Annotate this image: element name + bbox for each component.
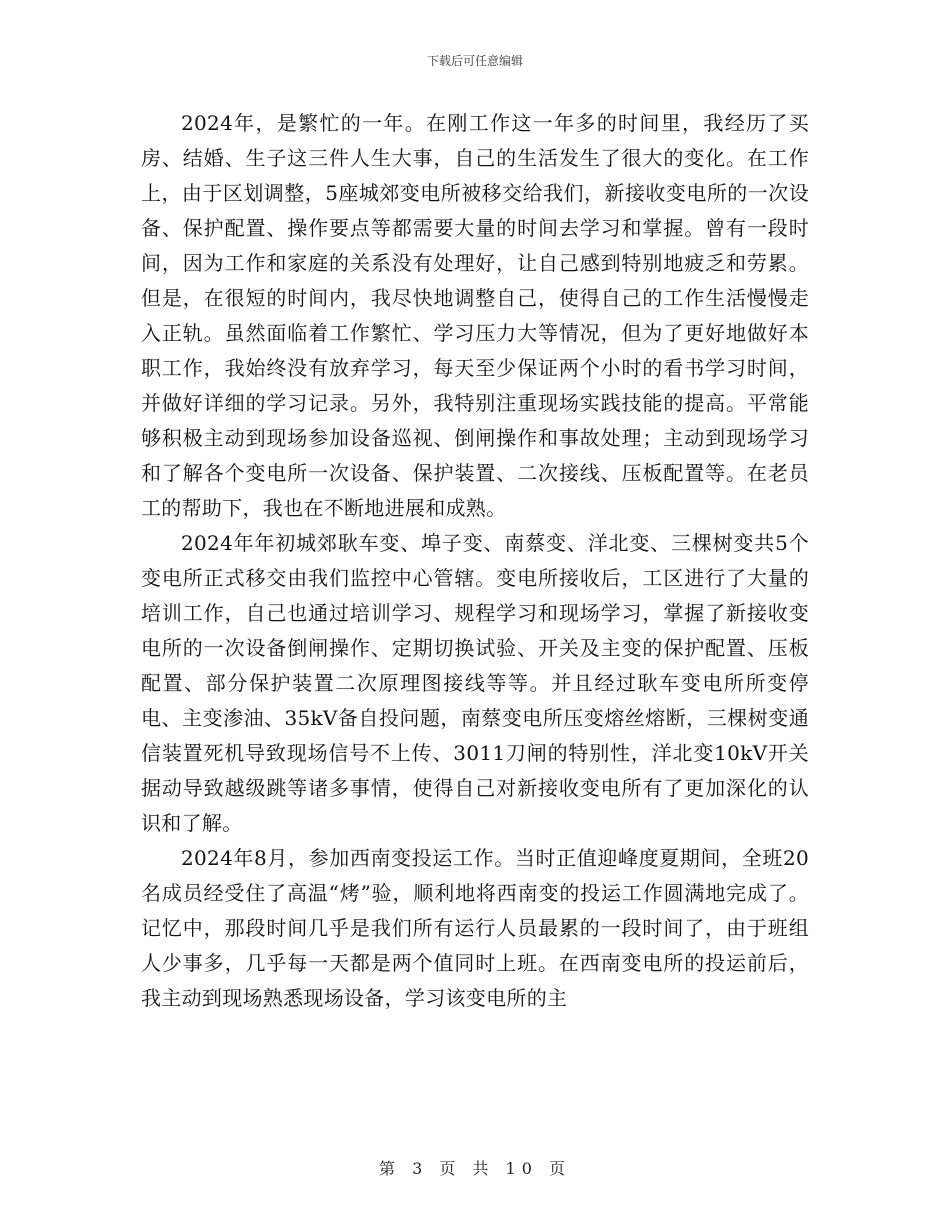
paragraph-2: 2024年年初城郊耿车变、埠子变、南蔡变、洋北变、三棵树变共5个变电所正式移交由我们监控中心管辖。变电所接收后，工区进行了大量的培训工作，自己也通过培训学习、规程学习和现场学习，掌握了新接收变电所的一次设备倒闸操作、定期切换试验、开关及主变的保护配置、压板配置、部分保护装置二次原理图接线等等。并且经过耿车变电所所变停电、主变渗油、35kV备自投问题，南蔡变电所压变熔丝熔断，三棵树变通信装置死机导致现场信号不上传、3011刀闸的特别性，洋北变10kV开关据动导致越级跳等诸多事情，使得自己对新接收变电所有了更加深化的认识和了解。 bbox=[141, 531, 809, 835]
page-header: 下载后可任意编辑 bbox=[426, 54, 523, 68]
page-footer: 第 3 页 共 10 页 bbox=[379, 1159, 571, 1178]
paragraph-1: 2024年，是繁忙的一年。在刚工作这一年多的时间里，我经历了买房、结婚、生子这三件人生大事，自己的生活发生了很大的变化。在工作上，由于区划调整，5座城郊变电所被移交给我们，新接收变电所的一次设备、保护配置、操作要点等都需要大量的时间去学习和掌握。曾有一段时间，因为工作和家庭的关系没有处理好，让自己感到特别地疲乏和劳累。但是，在很短的时间内，我尽快地调整自己，使得自己的工作生活慢慢走入正轨。虽然面临着工作繁忙、学习压力大等情况，但为了更好地做好本职工作，我始终没有放弃学习，每天至少保证两个小时的看书学习时间，并做好详细的学习记录。另外，我特别注重现场实践技能的提高。平常能够积极主动到现场参加设备巡视、倒闸操作和事故处理；主动到现场学习和了解各个变电所一次设备、保护装置、二次接线、压板配置等。在老员工的帮助下，我也在不断地进展和成熟。 bbox=[141, 111, 809, 520]
paragraph-3: 2024年8月，参加西南变投运工作。当时正值迎峰度夏期间，全班20名成员经受住了高温“烤”验，顺利地将西南变的投运工作圆满地完成了。记忆中，那段时间几乎是我们所有运行人员最累的一段时间了，由于班组人少事多，几乎每一天都是两个值同时上班。在西南变电所的投运前后，我主动到现场熟悉现场设备，学习该变电所的主 bbox=[141, 846, 809, 1010]
document-body bbox=[141, 106, 809, 1016]
